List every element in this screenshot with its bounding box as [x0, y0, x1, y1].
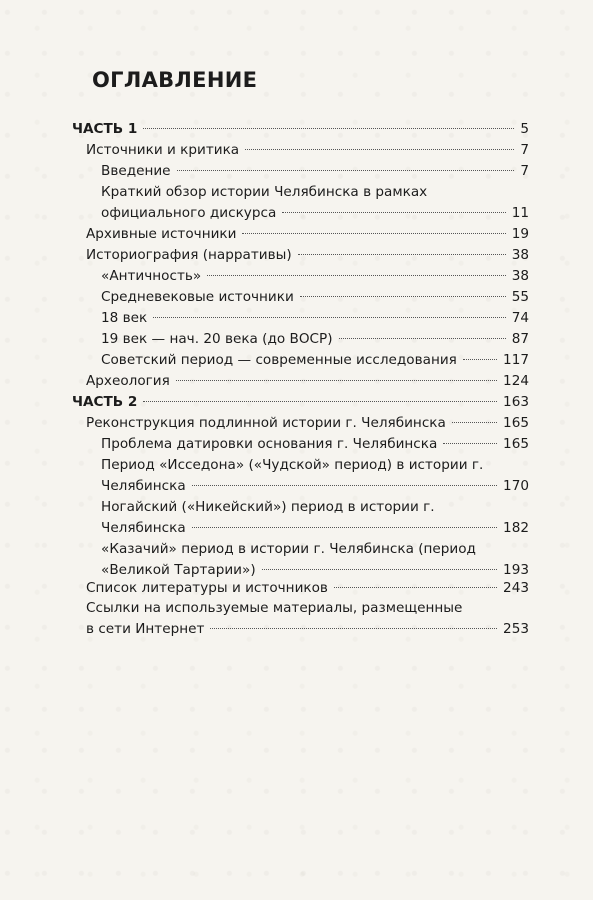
dot-leader [334, 587, 497, 588]
toc-entry-issedon-period[interactable] [101, 455, 529, 497]
toc-entry-internet-links[interactable] [86, 598, 529, 640]
toc-entry-page: 193 [503, 562, 529, 578]
dot-leader [298, 254, 506, 255]
toc-entry-label-line1: Период «Исседона» («Чудской» период) в истории г. [101, 457, 484, 473]
toc-entry-label: Историография (нарративы) [86, 247, 292, 263]
toc-entry-archaeology[interactable] [86, 371, 529, 392]
toc-entry-label: Челябинска [101, 520, 186, 536]
dot-leader [242, 233, 505, 234]
toc-entry-label: Архивные источники [86, 226, 237, 242]
toc-entry-label: ЧАСТЬ 2 [72, 394, 138, 410]
toc-entry-sources-and-criticism[interactable] [86, 140, 529, 161]
dot-leader [245, 149, 514, 150]
toc-entry-label: «Великой Тартарии») [101, 562, 256, 578]
toc-entry-medieval-sources[interactable] [101, 287, 529, 308]
toc-entry-bibliography[interactable] [86, 578, 529, 599]
dot-leader [300, 296, 506, 297]
toc-entry-soviet-period[interactable] [101, 350, 529, 371]
dot-leader [153, 317, 505, 318]
toc-entry-label: в сети Интернет [86, 621, 205, 637]
toc-entry-part-1[interactable] [72, 119, 529, 140]
dot-leader [282, 212, 505, 213]
dot-leader [143, 128, 514, 129]
dot-leader [192, 485, 497, 486]
toc-entry-reconstruction[interactable] [86, 413, 529, 434]
toc-entry-cossack-period[interactable] [101, 539, 529, 581]
toc-entry-label-line1: Ногайский («Никейский») период в истории г. [101, 499, 435, 515]
dot-leader [176, 380, 497, 381]
toc-entry-page: 74 [511, 310, 529, 326]
toc-entry-label-line1: Краткий обзор истории Челябинска в рамках [101, 184, 428, 200]
toc-entry-label: Советский период — современные исследования [101, 352, 457, 368]
toc-entry-nogai-period[interactable] [101, 497, 529, 539]
toc-entry-page: 165 [503, 436, 529, 452]
toc-entry-label: ЧАСТЬ 1 [72, 121, 138, 137]
toc-entry-label: Источники и критика [86, 142, 240, 158]
toc-entry-label: Список литературы и источников [86, 580, 328, 596]
toc-entry-label: «Античность» [101, 268, 202, 284]
toc-entry-page: 253 [503, 621, 529, 637]
toc-entry-page: 243 [503, 580, 529, 596]
dot-leader [339, 338, 506, 339]
toc-entry-label: Археология [86, 373, 170, 389]
toc-entry-page: 163 [503, 394, 529, 410]
toc-entry-page: 38 [511, 268, 529, 284]
toc-entry-page: 11 [511, 205, 529, 221]
dot-leader [192, 527, 497, 528]
dot-leader [207, 275, 505, 276]
toc-entry-introduction[interactable] [101, 161, 529, 182]
toc-entry-label: Челябинска [101, 478, 186, 494]
toc-entry-label-line1: «Казачий» период в истории г. Челябинска (период [101, 541, 476, 557]
dot-leader [452, 422, 497, 423]
toc-entry-page: 165 [503, 415, 529, 431]
dot-leader [177, 170, 515, 171]
toc-entry-dating-problem[interactable] [101, 434, 529, 455]
toc-entry-page: 170 [503, 478, 529, 494]
toc-entry-page: 7 [520, 142, 529, 158]
dot-leader [443, 443, 497, 444]
toc-entry-page: 19 [511, 226, 529, 242]
toc-entry-label: официального дискурса [101, 205, 277, 221]
toc-entry-antiquity[interactable] [101, 266, 529, 287]
toc-entry-label: Реконструкция подлинной истории г. Челябинска [86, 415, 446, 431]
toc-entry-page: 38 [511, 247, 529, 263]
toc-entry-page: 5 [520, 121, 529, 137]
toc-entry-label: 18 век [101, 310, 148, 326]
toc-entry-page: 55 [511, 289, 529, 305]
dot-leader [262, 569, 497, 570]
toc-entry-page: 182 [503, 520, 529, 536]
toc-entry-page: 117 [503, 352, 529, 368]
toc-entry-19th-century[interactable] [101, 329, 529, 350]
toc-entry-part-2[interactable] [72, 392, 529, 413]
dot-leader [143, 401, 497, 402]
toc-title: ОГЛАВЛЕНИЕ [92, 68, 258, 92]
toc-entry-page: 7 [520, 163, 529, 179]
toc-entry-label: 19 век — нач. 20 века (до ВОСР) [101, 331, 333, 347]
toc-entry-page: 87 [511, 331, 529, 347]
toc-entry-label-line1: Ссылки на используемые материалы, размещенные [86, 600, 463, 616]
dot-leader [463, 359, 497, 360]
dot-leader [210, 628, 497, 629]
toc-entry-page: 124 [503, 373, 529, 389]
toc-entry-18th-century[interactable] [101, 308, 529, 329]
toc-entry-brief-overview[interactable] [101, 182, 529, 224]
toc-entry-label: Проблема датировки основания г. Челябинска [101, 436, 438, 452]
toc-entry-label: Введение [101, 163, 171, 179]
toc-entry-archival-sources[interactable] [86, 224, 529, 245]
toc-entry-label: Средневековые источники [101, 289, 294, 305]
toc-entry-historiography[interactable] [86, 245, 529, 266]
